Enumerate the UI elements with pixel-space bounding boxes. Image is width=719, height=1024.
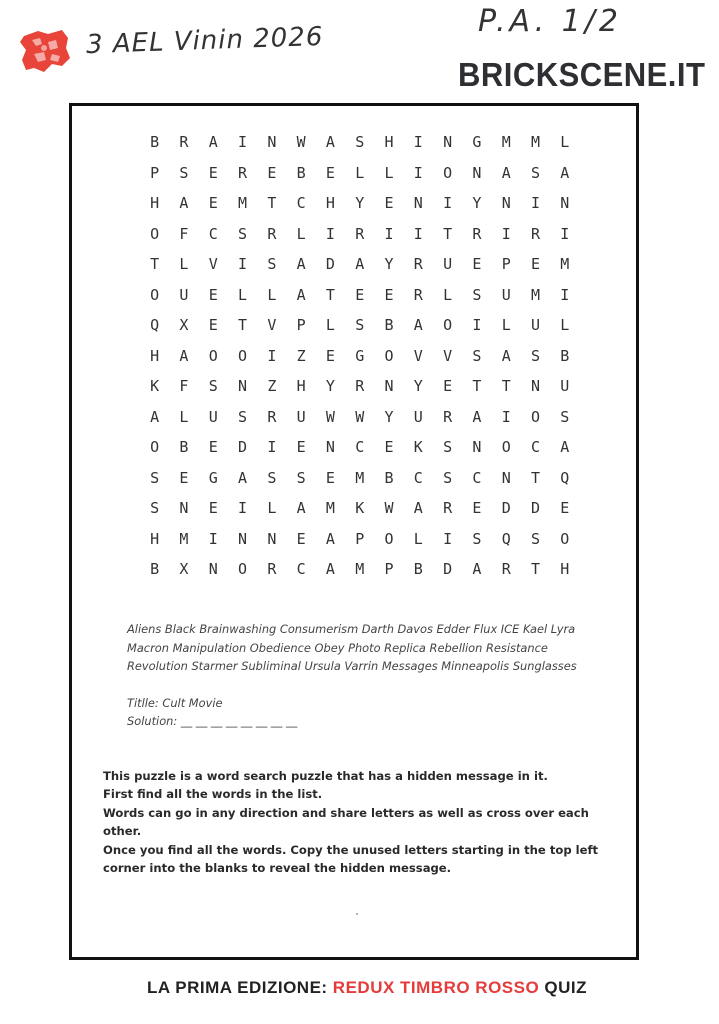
grid-letter: N [238, 529, 248, 548]
grid-letter: U [443, 255, 453, 273]
grid-letter: I [501, 407, 511, 426]
grid-letter: N [501, 194, 511, 212]
grid-letter: D [443, 560, 453, 578]
grid-letter: V [208, 255, 218, 273]
grid-letter: O [560, 529, 570, 548]
handwritten-page-number: P.A. 1/2 [478, 4, 622, 39]
grid-letter: U [179, 285, 189, 304]
grid-letter: B [150, 560, 160, 578]
grid-letter: W [325, 407, 335, 426]
grid-letter: D [238, 438, 248, 456]
grid-letter: M [325, 499, 335, 517]
grid-letter: S [355, 133, 365, 151]
grid-letter: E [208, 285, 218, 304]
grid-letter: B [179, 438, 189, 456]
grid-letter: B [150, 133, 160, 151]
grid-letter: O [384, 346, 394, 365]
grid-letter: E [208, 163, 218, 182]
grid-letter: R [267, 560, 277, 578]
grid-letter: U [501, 285, 511, 304]
grid-letter: I [208, 529, 218, 548]
footer-suffix: QUIZ [539, 978, 588, 997]
grid-letter: H [150, 194, 160, 212]
grid-letter: M [238, 194, 248, 212]
grid-letter: N [238, 377, 248, 395]
puzzle-title: Titlle: Cult Movie [127, 696, 223, 710]
grid-letter: S [530, 346, 541, 365]
grid-letter: Q [150, 316, 160, 334]
grid-letter: V [413, 346, 423, 365]
grid-letter: I [560, 285, 570, 304]
grid-letter: M [530, 285, 541, 304]
word-list-line: Macron Manipulation Obedience Obey Photo Replica Rebellion Resistance [127, 640, 548, 655]
red-stamp-icon [18, 28, 72, 74]
grid-letter: E [325, 163, 335, 182]
grid-letter: R [472, 224, 482, 243]
grid-letter: A [150, 407, 160, 426]
grid-letter: O [443, 163, 453, 182]
grid-letter: Y [384, 255, 394, 273]
grid-letter: C [355, 438, 365, 456]
grid-letter: C [413, 468, 423, 487]
grid-letter: I [443, 529, 453, 548]
grid-letter: T [530, 560, 541, 578]
grid-letter: W [384, 499, 394, 517]
grid-letter: S [472, 285, 482, 304]
grid-letter: Y [472, 194, 482, 212]
grid-letter: C [472, 468, 482, 487]
grid-letter: N [443, 133, 453, 151]
grid-letter: E [384, 194, 394, 212]
grid-letter: D [325, 255, 335, 273]
grid-letter: N [472, 438, 482, 456]
grid-letter: R [355, 224, 365, 243]
grid-letter: B [384, 316, 394, 334]
grid-letter: S [560, 407, 570, 426]
grid-letter: U [296, 407, 306, 426]
grid-letter: A [472, 560, 482, 578]
word-search-grid [140, 132, 579, 590]
grid-letter: O [238, 346, 248, 365]
grid-letter: E [384, 438, 394, 456]
grid-letter: O [208, 346, 218, 365]
grid-letter: S [208, 377, 218, 395]
grid-letter: I [238, 133, 248, 151]
grid-letter: H [150, 529, 160, 548]
grid-letter: A [560, 438, 570, 456]
grid-letter: E [296, 438, 306, 456]
grid-letter: S [150, 499, 160, 517]
grid-letter: Q [560, 468, 570, 487]
grid-letter: O [150, 224, 160, 243]
grid-letter: L [267, 285, 277, 304]
grid-letter: O [443, 316, 453, 334]
grid-letter: D [530, 499, 541, 517]
grid-letter: S [296, 468, 306, 487]
grid-letter: U [560, 377, 570, 395]
grid-letter: R [413, 255, 423, 273]
grid-letter: L [325, 316, 335, 334]
grid-letter: T [238, 316, 248, 334]
grid-letter: A [296, 255, 306, 273]
grid-letter: A [413, 316, 423, 334]
grid-letter: F [179, 224, 189, 243]
grid-letter: L [501, 316, 511, 334]
grid-letter: M [501, 133, 511, 151]
grid-letter: I [530, 194, 541, 212]
instruction-line: Words can go in any direction and share letters as well as cross over each other. [103, 805, 589, 839]
grid-letter: S [355, 316, 365, 334]
grid-letter: S [267, 255, 277, 273]
grid-letter: P [355, 529, 365, 548]
grid-letter: A [501, 346, 511, 365]
grid-letter: E [472, 499, 482, 517]
brand-logo: BRICKSCENE.IT [458, 56, 706, 93]
grid-letter: L [296, 224, 306, 243]
grid-letter: T [501, 377, 511, 395]
grid-letter: A [472, 407, 482, 426]
grid-letter: T [443, 224, 453, 243]
grid-letter: A [325, 560, 335, 578]
grid-letter: T [530, 468, 541, 487]
grid-letter: Y [355, 194, 365, 212]
grid-letter: R [443, 499, 453, 517]
grid-letter: A [208, 133, 218, 151]
grid-letter: E [472, 255, 482, 273]
grid-letter: H [325, 194, 335, 212]
grid-letter: A [179, 194, 189, 212]
instruction-line: This puzzle is a word search puzzle that has a hidden message in it. [103, 769, 548, 783]
handwritten-date: 3 AEL Vinin 2026 [85, 21, 324, 61]
grid-letter: L [179, 407, 189, 426]
grid-letter: N [530, 377, 541, 395]
grid-letter: E [296, 529, 306, 548]
grid-letter: H [150, 346, 160, 365]
grid-letter: M [355, 560, 365, 578]
grid-letter: R [355, 377, 365, 395]
grid-letter: E [179, 468, 189, 487]
grid-letter: N [472, 163, 482, 182]
grid-letter: I [238, 499, 248, 517]
grid-letter: M [530, 133, 541, 151]
grid-letter: S [472, 346, 482, 365]
instructions [103, 767, 619, 877]
grid-letter: E [208, 438, 218, 456]
grid-letter: I [384, 224, 394, 243]
grid-letter: O [150, 285, 160, 304]
grid-letter: S [267, 468, 277, 487]
grid-letter: N [267, 133, 277, 151]
grid-letter: O [238, 560, 248, 578]
grid-letter: R [501, 560, 511, 578]
grid-letter: M [560, 255, 570, 273]
grid-letter: P [150, 163, 160, 182]
grid-letter: S [443, 468, 453, 487]
solution-blanks: Solution: __ __ __ __ __ __ __ __ [127, 714, 298, 728]
grid-letter: P [501, 255, 511, 273]
grid-letter: Q [501, 529, 511, 548]
grid-letter: X [179, 560, 189, 578]
footer-title [147, 978, 587, 998]
grid-letter: A [325, 529, 335, 548]
grid-letter: L [179, 255, 189, 273]
grid-letter: R [530, 224, 541, 243]
grid-letter: A [501, 163, 511, 182]
grid-letter: S [530, 163, 541, 182]
grid-letter: A [355, 255, 365, 273]
grid-letter: K [355, 499, 365, 517]
grid-letter: I [560, 224, 570, 243]
grid-letter: O [530, 407, 541, 426]
grid-letter: R [267, 407, 277, 426]
grid-letter: B [296, 163, 306, 182]
grid-letter: S [530, 529, 541, 548]
grid-letter: Y [325, 377, 335, 395]
grid-letter: E [443, 377, 453, 395]
grid-letter: T [472, 377, 482, 395]
grid-letter: O [150, 438, 160, 456]
grid-letter: O [384, 529, 394, 548]
grid-letter: B [384, 468, 394, 487]
footer-prefix: LA PRIMA EDIZIONE: [147, 978, 333, 997]
grid-letter: R [413, 285, 423, 304]
footer-red-text: REDUX TIMBRO ROSSO [332, 978, 540, 997]
grid-letter: L [384, 163, 394, 182]
grid-letter: C [208, 224, 218, 243]
grid-letter: N [179, 499, 189, 517]
grid-letter: U [413, 407, 423, 426]
grid-letter: A [179, 346, 189, 365]
grid-letter: F [179, 377, 189, 395]
word-list-line: Revolution Starmer Subliminal Ursula Varrin Messages Minneapolis Sunglasses [127, 659, 577, 673]
grid-letter: S [179, 163, 189, 182]
grid-letter: B [560, 346, 570, 365]
grid-letter: Z [267, 377, 277, 395]
grid-letter: E [208, 499, 218, 517]
grid-letter: U [530, 316, 541, 334]
grid-letter: N [208, 560, 218, 578]
grid-letter: T [150, 255, 160, 273]
grid-letter: T [325, 285, 335, 304]
grid-letter: P [384, 560, 394, 578]
grid-letter: V [443, 346, 453, 365]
grid-letter: L [267, 499, 277, 517]
grid-letter: H [560, 560, 570, 578]
grid-letter: H [384, 133, 394, 151]
grid-letter: S [150, 468, 160, 487]
grid-letter: N [384, 377, 394, 395]
grid-letter: G [355, 346, 365, 365]
grid-letter: N [560, 194, 570, 212]
grid-letter: K [150, 377, 160, 395]
grid-letter: G [208, 468, 218, 487]
grid-letter: I [325, 224, 335, 243]
grid-letter: K [413, 438, 423, 456]
grid-letter: A [560, 163, 570, 182]
grid-letter: W [296, 133, 306, 151]
grid-letter: A [413, 499, 423, 517]
grid-letter: R [179, 133, 189, 151]
grid-letter: I [443, 194, 453, 212]
grid-letter: A [325, 133, 335, 151]
grid-letter: Z [296, 346, 306, 365]
grid-letter: H [296, 377, 306, 395]
grid-letter: E [530, 255, 541, 273]
grid-letter: E [325, 468, 335, 487]
grid-letter: A [296, 285, 306, 304]
speck [356, 913, 358, 915]
grid-letter: P [296, 316, 306, 334]
grid-letter: L [413, 529, 423, 548]
grid-letter: C [296, 194, 306, 212]
grid-letter: A [296, 499, 306, 517]
grid-letter: R [443, 407, 453, 426]
grid-letter: D [501, 499, 511, 517]
grid-letter: L [355, 163, 365, 182]
grid-letter: N [413, 194, 423, 212]
grid-letter: W [355, 407, 365, 426]
grid-letter: A [238, 468, 248, 487]
grid-letter: E [325, 346, 335, 365]
grid-letter: V [267, 316, 277, 334]
grid-letter: C [296, 560, 306, 578]
grid-letter: G [472, 133, 482, 151]
grid-letter: B [413, 560, 423, 578]
grid-letter: U [208, 407, 218, 426]
grid-letter: R [238, 163, 248, 182]
grid-letter: I [472, 316, 482, 334]
grid-letter: R [267, 224, 277, 243]
grid-letter: S [443, 438, 453, 456]
grid-letter: I [267, 438, 277, 456]
grid-letter: I [413, 133, 423, 151]
grid-letter: E [208, 316, 218, 334]
grid-letter: L [560, 316, 570, 334]
instruction-line: Once you find all the words. Copy the unused letters starting in the top left corner into the blanks to reveal the hidden message. [103, 842, 599, 876]
grid-letter: I [501, 224, 511, 243]
grid-letter: L [238, 285, 248, 304]
grid-letter: M [355, 468, 365, 487]
grid-letter: E [267, 163, 277, 182]
grid-letter: E [560, 499, 570, 517]
grid-letter: E [384, 285, 394, 304]
grid-letter: Y [413, 377, 423, 395]
grid-letter: I [238, 255, 248, 273]
grid-letter: S [238, 224, 248, 243]
grid-letter: L [560, 133, 570, 151]
instruction-line: First find all the words in the list. [103, 787, 323, 802]
grid-letter: L [443, 285, 453, 304]
grid-letter: I [267, 346, 277, 365]
grid-letter: S [472, 529, 482, 548]
grid-letter: O [501, 438, 511, 456]
grid-letter: N [325, 438, 335, 456]
grid-letter: N [267, 529, 277, 548]
grid-letter: N [501, 468, 511, 487]
word-list-line: Aliens Black Brainwashing Consumerism Darth Davos Edder Flux ICE Kael Lyra [127, 622, 576, 636]
grid-letter: X [179, 316, 189, 334]
grid-letter: C [530, 438, 541, 456]
grid-letter: S [238, 407, 248, 426]
grid-letter: I [413, 163, 423, 182]
grid-letter: E [208, 194, 218, 212]
grid-letter: I [413, 224, 423, 243]
grid-letter: M [179, 529, 189, 548]
grid-letter: T [267, 194, 277, 212]
word-list [127, 620, 597, 676]
grid-letter: Y [384, 407, 394, 426]
grid-letter: E [355, 285, 365, 304]
